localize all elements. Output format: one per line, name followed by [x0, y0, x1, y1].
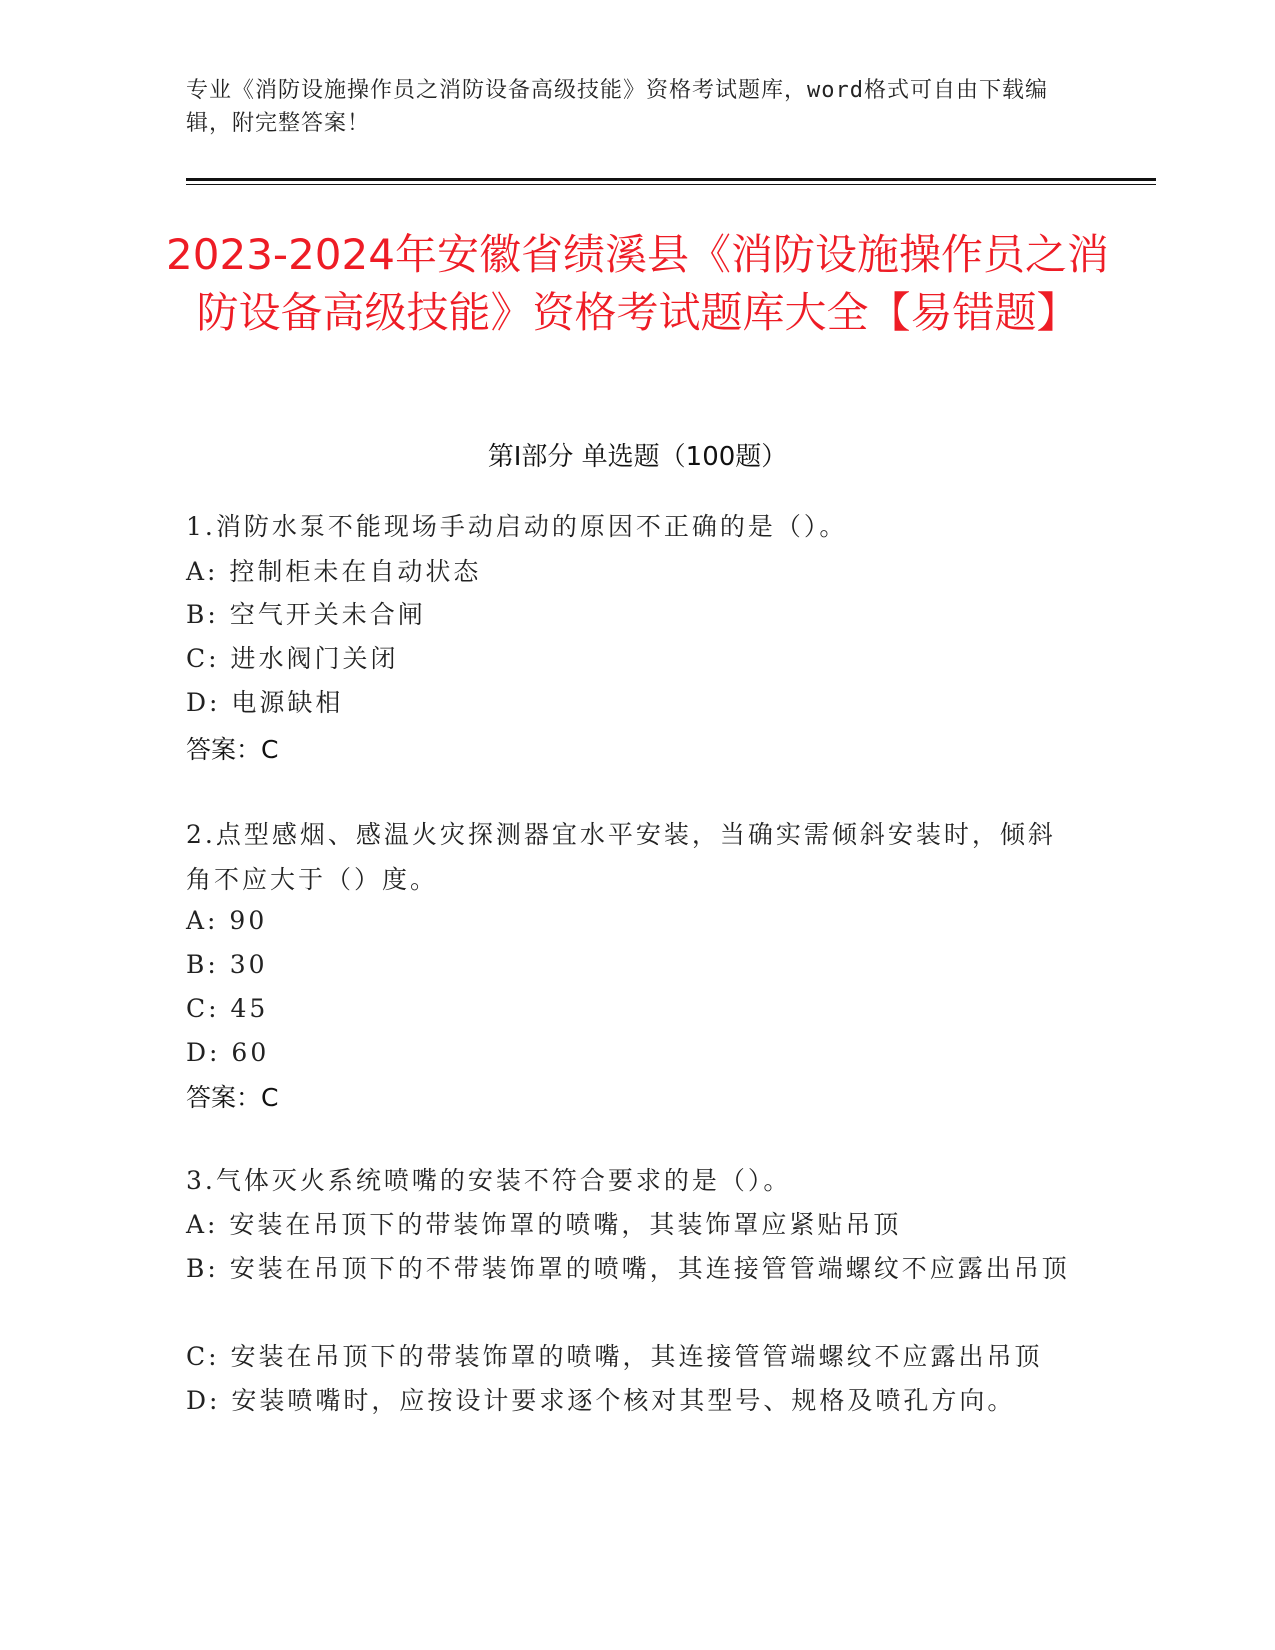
question-1-option-a: A: 控制柜未在自动状态	[186, 557, 482, 586]
question-1-option-d: D: 电源缺相	[186, 688, 344, 717]
question-3-option-a: A: 安装在吊顶下的带装饰罩的喷嘴，其装饰罩应紧贴吊顶	[186, 1210, 902, 1239]
question-1-stem: 1.消防水泵不能现场手动启动的原因不正确的是（）。	[186, 512, 848, 541]
question-2-stem: 2.点型感烟、感温火灾探测器宜水平安装，当确实需倾斜安装时，倾斜角不应大于（）度。	[186, 820, 1056, 894]
header-rule-thin	[186, 184, 1156, 185]
document-title: 2023-2024年安徽省绩溪县《消防设施操作员之消防设备高级技能》资格考试题库大全【易错题】	[166, 230, 1109, 337]
question-2-option-c: C: 45	[186, 994, 269, 1023]
question-2-option-a: A: 90	[186, 906, 268, 935]
question-3-option-c: C: 安装在吊顶下的带装饰罩的喷嘴，其连接管管端螺纹不应露出吊顶	[186, 1342, 1043, 1371]
question-1-option-b: B: 空气开关未合闸	[186, 600, 426, 629]
header-note: 专业《消防设施操作员之消防设备高级技能》资格考试题库，word格式可自由下载编辑，附完整答案！	[186, 78, 1048, 136]
question-1-option-c: C: 进水阀门关闭	[186, 644, 399, 673]
question-1-answer: 答案：C	[186, 735, 279, 764]
question-3-option-d: D: 安装喷嘴时，应按设计要求逐个核对其型号、规格及喷孔方向。	[186, 1386, 1016, 1415]
question-2-answer: 答案：C	[186, 1083, 279, 1112]
question-2-option-b: B: 30	[186, 950, 268, 979]
section-heading: 第Ⅰ部分 单选题（100题）	[487, 442, 788, 472]
question-3-stem: 3.气体灭火系统喷嘴的安装不符合要求的是（）。	[186, 1166, 792, 1195]
question-2-option-d: D: 60	[186, 1038, 270, 1067]
question-3-option-b: B: 安装在吊顶下的不带装饰罩的喷嘴，其连接管管端螺纹不应露出吊顶	[186, 1254, 1070, 1283]
header-rule-thick	[186, 178, 1156, 181]
